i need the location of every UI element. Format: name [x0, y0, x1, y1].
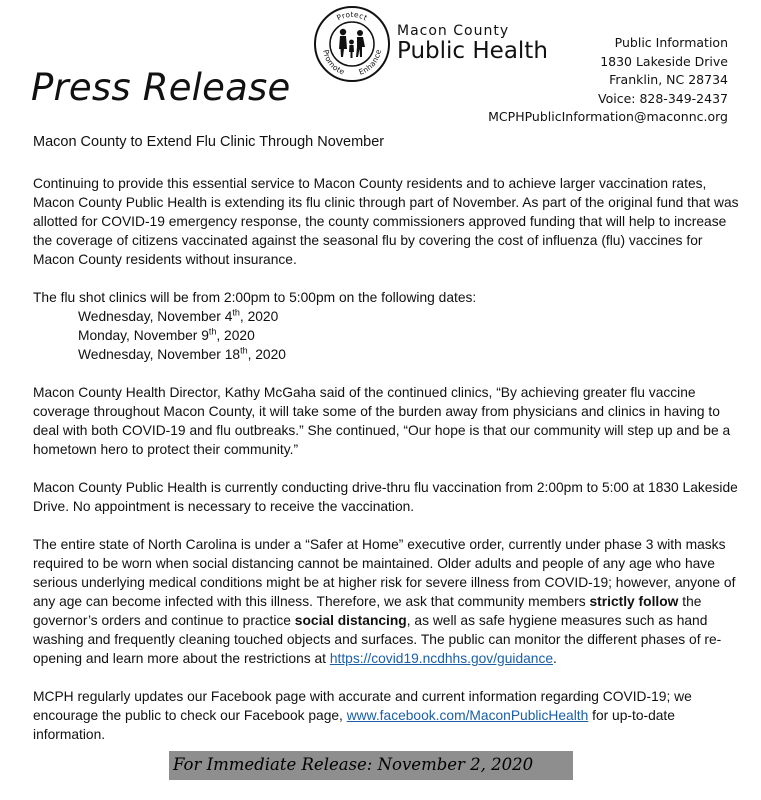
- logo-ring-left-text: Promote: [321, 48, 346, 77]
- paragraph-safer-at-home: The entire state of North Carolina is under a “Safer at Home” executive order, currently under phase 3 with masks required to be worn when social distancing cannot be maintained. Older adults and people of any age who have serious underlying medical conditions might be at higher risk for severe illness from COVID-19; however, anyone of any age can become infected with this illness. Therefore, we ask that community members strictly follow the governor’s orders and continue to practice social distancing, as well as safe hygiene measures such as hand washing and frequently cleaning touched objects and surfaces. The public can monitor the different phases of re-opening and learn more about the restrictions at https://covid19.ncdhhs.gov/guidance.: [33, 537, 736, 666]
- paragraph-intro: Continuing to provide this essential service to Macon County residents and to achieve larger vaccination rates, Macon County Public Health is extending its flu clinic through part of November. As part of the original fund that was allotted for COVID-19 emergency response, the county commissioners approved funding that will help to increase the coverage of citizens vaccinated against the seasonal flu by covering the cost of influenza (flu) vaccines for Macon County residents without insurance.: [33, 176, 739, 267]
- logo-ring-right-text: Enhance: [357, 48, 383, 77]
- release-headline: Macon County to Extend Flu Clinic Through November: [33, 134, 385, 150]
- clinic-date: Wednesday, November 4th, 2020: [78, 307, 279, 324]
- paragraph-director-quote: Macon County Health Director, Kathy McGaha said of the continued clinics, “By achieving greater flu vaccine coverage throughout Macon County, it will take some of the burden away from physicians and clinics in having to deal with both COVID-19 and flu outbreaks.” She continued, “Our hope is that our community will step up and be a hometown hero to protect their community.”: [33, 385, 731, 457]
- org-name-line1: Macon County: [397, 23, 510, 39]
- clinic-dates-intro: The flu shot clinics will be from 2:00pm to 5:00pm on the following dates:: [33, 290, 477, 305]
- paragraph-facebook: MCPH regularly updates our Facebook page with accurate and current information regarding COVID-19; we encourage the public to check our Facebook page, www.facebook.com/MaconPublicHealth for up-to-date information.: [33, 689, 692, 742]
- release-body: [33, 133, 745, 763]
- clinic-date: Wednesday, November 18th, 2020: [78, 345, 286, 362]
- release-date-text: For Immediate Release: November 2, 2020: [173, 755, 534, 774]
- emphasis-social-distancing: social distancing: [294, 613, 407, 628]
- ncdhhs-guidance-link[interactable]: https://covid19.ncdhhs.gov/guidance: [329, 651, 554, 666]
- contact-block: [488, 34, 728, 127]
- page-title: Press Release: [31, 66, 291, 109]
- contact-city: Franklin, NC 28734: [609, 72, 728, 87]
- family-silhouette-icon: [339, 29, 365, 58]
- emphasis-strictly-follow: strictly follow: [589, 594, 679, 609]
- release-date-banner: [169, 751, 573, 780]
- contact-street: 1830 Lakeside Drive: [600, 53, 728, 69]
- org-name-line2: Public Health: [397, 38, 548, 64]
- facebook-page-link[interactable]: www.facebook.com/MaconPublicHealth: [346, 708, 589, 723]
- contact-email[interactable]: MCPHPublicInformation@maconnc.org: [488, 109, 728, 124]
- clinic-date: Monday, November 9th, 2020: [78, 326, 255, 343]
- contact-phone: Voice: 828-349-2437: [598, 90, 728, 106]
- svg-text:Protect: [335, 10, 369, 22]
- logo-ring-top-text: Protect: [335, 9, 369, 23]
- clinic-dates-section: [33, 288, 745, 364]
- contact-department: Public Information: [614, 35, 728, 50]
- macon-county-public-health-logo: [313, 5, 391, 83]
- paragraph-drive-thru: Macon County Public Health is currently conducting drive-thru flu vaccination from 2:00pm to 5:00 at 1830 Lakeside Drive. No appointment is necessary to receive the vaccination.: [33, 480, 738, 514]
